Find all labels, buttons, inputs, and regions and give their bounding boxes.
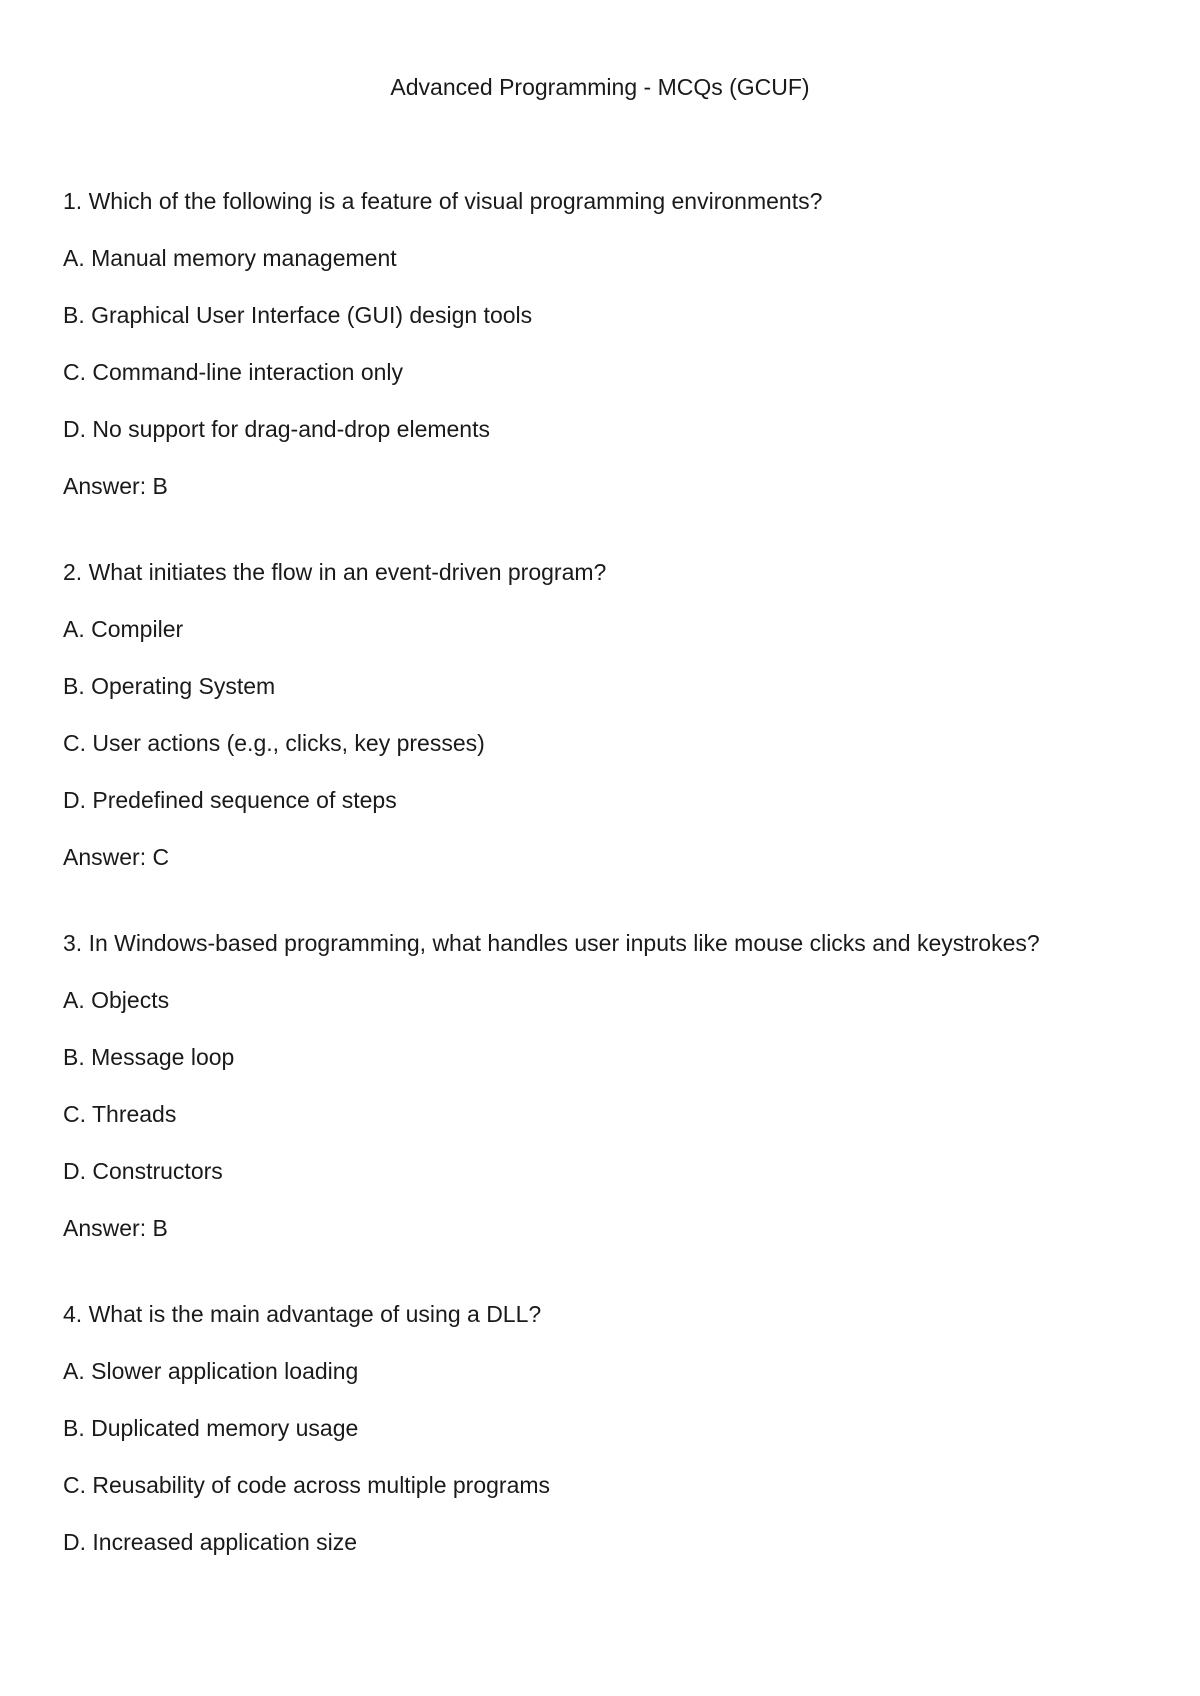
question-3-option-c: C. Threads [63,1101,177,1127]
question-1-option-b: B. Graphical User Interface (GUI) design tools [63,302,533,328]
question-2-option-d: D. Predefined sequence of steps [63,787,397,813]
question-3-option-d: D. Constructors [63,1158,223,1184]
question-4-text: 4. What is the main advantage of using a DLL? [63,1301,542,1327]
question-1-answer: Answer: B [63,473,168,499]
question-3-option-b: B. Message loop [63,1044,235,1070]
question-1-option-d: D. No support for drag-and-drop elements [63,416,490,442]
question-4-option-a: A. Slower application loading [63,1358,359,1384]
question-2-text: 2. What initiates the flow in an event-driven program? [63,559,607,585]
document-title: Advanced Programming - MCQs (GCUF) [390,74,810,100]
question-3-text: 3. In Windows-based programming, what handles user inputs like mouse clicks and keystrokes? [63,930,1040,956]
question-1-option-c: C. Command-line interaction only [63,359,404,385]
question-1-text: 1. Which of the following is a feature of visual programming environments? [63,188,823,214]
question-4-option-c: C. Reusability of code across multiple programs [63,1472,551,1498]
question-2-option-b: B. Operating System [63,673,276,699]
question-2-answer: Answer: C [63,844,170,870]
question-3-option-a: A. Objects [63,987,170,1013]
question-4-option-d: D. Increased application size [63,1529,358,1555]
question-1-option-a: A. Manual memory management [63,245,397,271]
question-4-option-b: B. Duplicated memory usage [63,1415,359,1441]
question-2-option-a: A. Compiler [63,616,184,642]
question-3-answer: Answer: B [63,1215,168,1241]
question-2-option-c: C. User actions (e.g., clicks, key presses) [63,730,485,756]
